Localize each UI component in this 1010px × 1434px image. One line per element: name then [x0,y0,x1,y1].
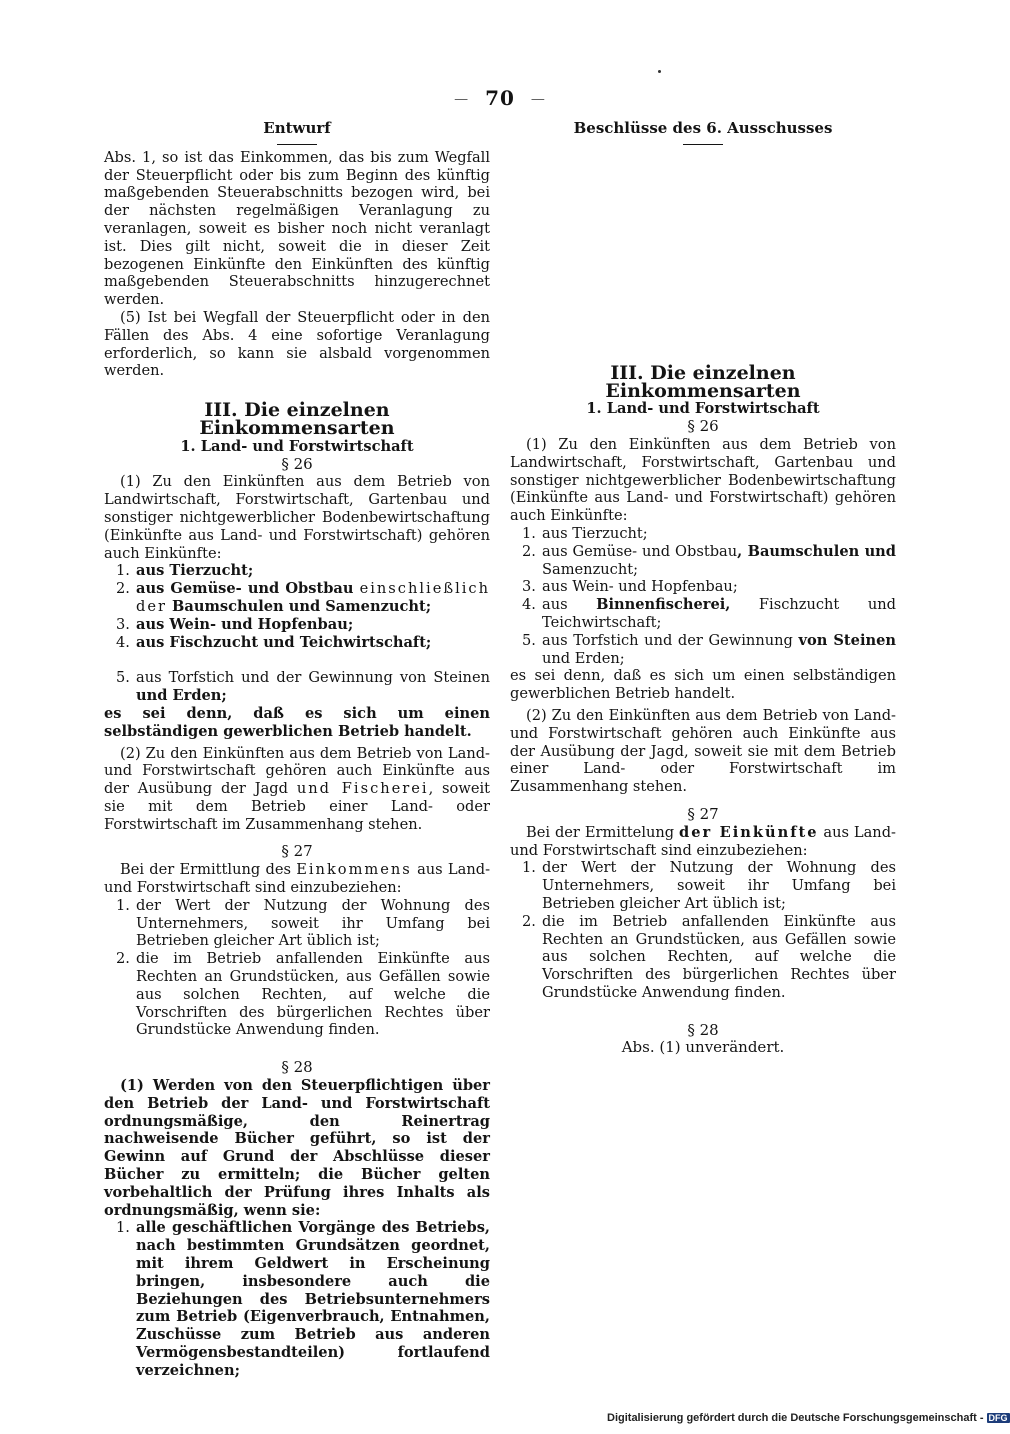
left-column [104,120,490,1380]
item-text-bold: Baumschulen und Samenzucht; [166,597,432,615]
item-text: die im Betrieb anfallenden Einkünfte aus Rechten an Grundstücken, aus Gefällen sowie aus solchen Rechten, auf welche die Vorschriften des bürgerlichen Rechtes über Grundstücke Anwendung finden. [542,912,896,1001]
right-column-header: Beschlüsse des 6. Ausschusses [573,119,833,137]
item-text-part: aus Torfstich und der Gewinnung [542,631,799,649]
item-text [136,669,490,705]
list-item [104,634,490,652]
dfg-logo: DFG [988,1413,1008,1423]
print-speck [658,70,661,73]
item-text-part: Samenzucht; [542,560,639,578]
right-column [510,120,896,1057]
item-number: 2. [522,542,536,560]
right-section-title: III. Die einzelnen Einkommensarten [605,361,801,402]
right-s26-title: § 26 [687,417,719,436]
paragraph-part: (2) Zu den Einkünften aus dem Betrieb von Land- und Forstwirtschaft gehören auch Einkünfte aus der Ausübung der Jagd [104,744,490,798]
item-text [136,562,490,580]
item-number: 4. [522,596,536,614]
list-item [104,616,490,634]
item-text-bold: Tierzucht; [169,562,254,580]
left-s26-after-list: es sei denn, daß es sich um einen selbständigen gewerblichen Betrieb handelt. [104,704,490,740]
list-item [104,950,490,1039]
list-item [104,669,490,705]
item-text: der Wert der Nutzung der Wohnung des Unternehmers, soweit ihr Umfang bei Betrieben gleicher Art üblich ist; [136,896,490,950]
paragraph-part: , soweit sie mit dem Betrieb einer Land- oder Forstwirtschaft im Zusammenhang stehen. [104,780,490,833]
paragraph-part: Bei der Ermittlung des [120,861,297,879]
footer-credit [607,1412,1008,1424]
item-number: 4. [116,633,130,651]
item-number: 1. [116,562,130,580]
item-text: alle geschäftlichen Vorgänge des Betriebs, nach bestimmten Grundsätzen geordnet, mit ihrem Geldwert in Erscheinung bringen, insbesondere auch die Beziehungen des Betriebsunternehmers zum Betrieb (Eigenverbrauch, Entnahmen, Zuschüsse zum Betrieb aus anderen Vermögensbestandteilen) fortlaufend verzeichnen; [136,1219,490,1379]
right-s27-paragraph [510,824,896,860]
left-s26-paragraph-1: (1) Zu den Einkünften aus dem Betrieb von Landwirtschaft, Forstwirtschaft, Gartenbau und sonstiger nichtgewerblicher Bodenbewirtschaftung (Einkünfte aus Land- und Forstwirtschaft) gehören auch Einkünfte: [104,473,490,562]
paragraph-spaced: Einkommens [296,861,412,879]
right-s26-paragraph-1: (1) Zu den Einkünften aus dem Betrieb von Landwirtschaft, Forstwirtschaft, Gartenbau und sonstiger nichtgewerblicher Bodenbewirtschaftung (Einkünfte aus Land- und Forstwirtschaft) gehören auch Einkünfte: [510,435,896,525]
item-text-part: aus [542,596,597,614]
item-text: aus Fischzucht und Teichwirtschaft; [136,633,432,651]
item-text-spaced: einschließlich der [136,580,490,615]
paragraph-bold: der Einkünfte [679,823,819,841]
list-item [104,897,490,950]
left-s28-title: § 28 [281,1058,313,1077]
paragraph-spaced: und Fischerei [296,780,429,798]
item-text-part: aus [136,580,171,598]
list-item [104,562,490,580]
left-s28-list [104,1219,490,1379]
list-item [510,632,896,668]
item-text-part: aus Torfstich und der Gewinnung von Steinen [136,669,490,687]
item-number: 2. [116,950,130,968]
right-s28-title: § 28 [687,1020,719,1039]
item-text [136,580,490,616]
right-s27-title: § 27 [687,804,719,823]
item-text: aus Tierzucht; [542,524,648,542]
item-text: aus Wein- und Hopfenbau; [542,578,738,596]
left-s28-paragraph: (1) Werden von den Steuerpflichtigen über den Betrieb der Land- und Forstwirtschaft ordnungsmäßige, den Reinertrag nachweisende Bücher geführt, so ist der Gewinn auf Grund der Abschlüsse dieser Bücher zu ermitteln; die Bücher gelten vorbehaltlich der Prüfung ihres Inhalts als ordnungsmäßig, wenn sie: [104,1077,490,1219]
left-section-title: III. Die einzelnen Einkommensarten [199,399,395,439]
item-text-part: aus [136,562,170,580]
item-text-bold: Gemüse- und Obstbau [170,580,360,598]
right-s27-list [510,859,896,1001]
list-item [510,596,896,632]
item-text-bold: , Baumschulen und [737,542,896,560]
item-text: der Wert der Nutzung der Wohnung des Unternehmers, soweit ihr Umfang bei Betrieben gleicher Art üblich ist; [542,859,896,912]
list-item [510,543,896,579]
page-number-value: 70 [485,86,515,110]
list-item [510,913,896,1002]
item-text-part: aus Gemüse- und Obstbau [542,542,738,560]
item-number: 1. [116,896,130,914]
right-s26-after-list: es sei denn, daß es sich um einen selbständigen gewerblichen Betrieb handelt. [510,667,896,703]
item-text [542,596,896,632]
right-subsection-title: 1. Land- und Forstwirtschaft [586,400,820,418]
item-number: 1. [522,859,536,877]
item-number: 5. [116,669,130,687]
item-text [542,543,896,579]
item-number: 1. [116,1219,130,1237]
item-text-bold: von Steinen [798,631,896,649]
list-item [510,578,896,596]
item-text-part: Fischzucht und Teichwirtschaft; [542,596,896,631]
right-s26-list [510,525,896,667]
footer-text: Digitalisierung gefördert durch die Deutsche Forschungsgemeinschaft - [607,1412,984,1424]
item-number: 2. [116,580,130,598]
item-text-bold: Binnenfischerei, [596,596,731,614]
left-intro-paragraph-5: (5) Ist bei Wegfall der Steuerpflicht oder in den Fällen des Abs. 4 eine sofortige Veranlagung erforderlich, so kann sie alsbald vorgenommen werden. [104,308,490,380]
item-number: 1. [522,524,536,542]
item-number: 5. [522,631,536,649]
left-column-header: Entwurf [263,119,331,137]
left-subsection-title: 1. Land- und Forstwirtschaft [180,437,414,455]
left-s27-paragraph [104,861,490,897]
list-item [104,1219,490,1379]
item-text [542,632,896,668]
item-number: 3. [116,615,130,633]
item-number: 2. [522,912,536,930]
paragraph-part: aus Land- und Forstwirtschaft sind einzubeziehen: [104,861,490,897]
left-s27-list [104,897,490,1039]
item-number: 3. [522,578,536,596]
left-s26-title: § 26 [281,454,313,473]
left-header-rule [277,144,317,145]
left-s26-list [104,562,490,705]
item-text: aus Wein- und Hopfenbau; [136,615,354,633]
right-s26-paragraph-2: (2) Zu den Einkünften aus dem Betrieb von Land- und Forstwirtschaft gehören auch Einkünfte aus der Ausübung der Jagd, soweit sie mit dem Betrieb einer Land- oder Forstwirtschaft im Zusammenhang stehen. [510,706,896,796]
page-number-dash-right: — [530,91,546,108]
right-header-rule [683,144,723,145]
paragraph-part: aus Land- und Forstwirtschaft sind einzubeziehen: [510,823,896,859]
left-intro-paragraph: Abs. 1, so ist das Einkommen, das bis zum Wegfall der Steuerpflicht oder bis zum Beginn des künftig maßgebenden Steuerabschnitts bezogen wird, bei der nächsten regelmäßigen Veranlagung zu veranlagen, soweit es bisher noch nicht veranlagt ist. Dies gilt nicht, soweit die in dieser Zeit bezogenen Einkünfte den Einkünften des künftig maßgebenden Steuerabschnitts hinzugerechnet werden. [104,148,490,309]
item-text-bold: und Erden; [136,687,227,705]
right-s28-paragraph: Abs. (1) unverändert. [621,1038,785,1057]
list-item [510,859,896,912]
list-item [104,580,490,616]
item-text: die im Betrieb anfallenden Einkünfte aus Rechten an Grundstücken, aus Gefällen sowie aus solchen Rechten, auf welche die Vorschriften des bürgerlichen Rechtes über Grundstücke Anwendung finden. [136,950,490,1039]
item-text-part: und Erden; [542,649,625,667]
paragraph-part: Bei der Ermittelung [526,823,680,841]
list-item [510,525,896,543]
left-s26-paragraph-2 [104,745,490,834]
page-number [0,86,1000,110]
left-s27-title: § 27 [281,842,313,861]
page-number-dash-left: — [454,91,470,108]
